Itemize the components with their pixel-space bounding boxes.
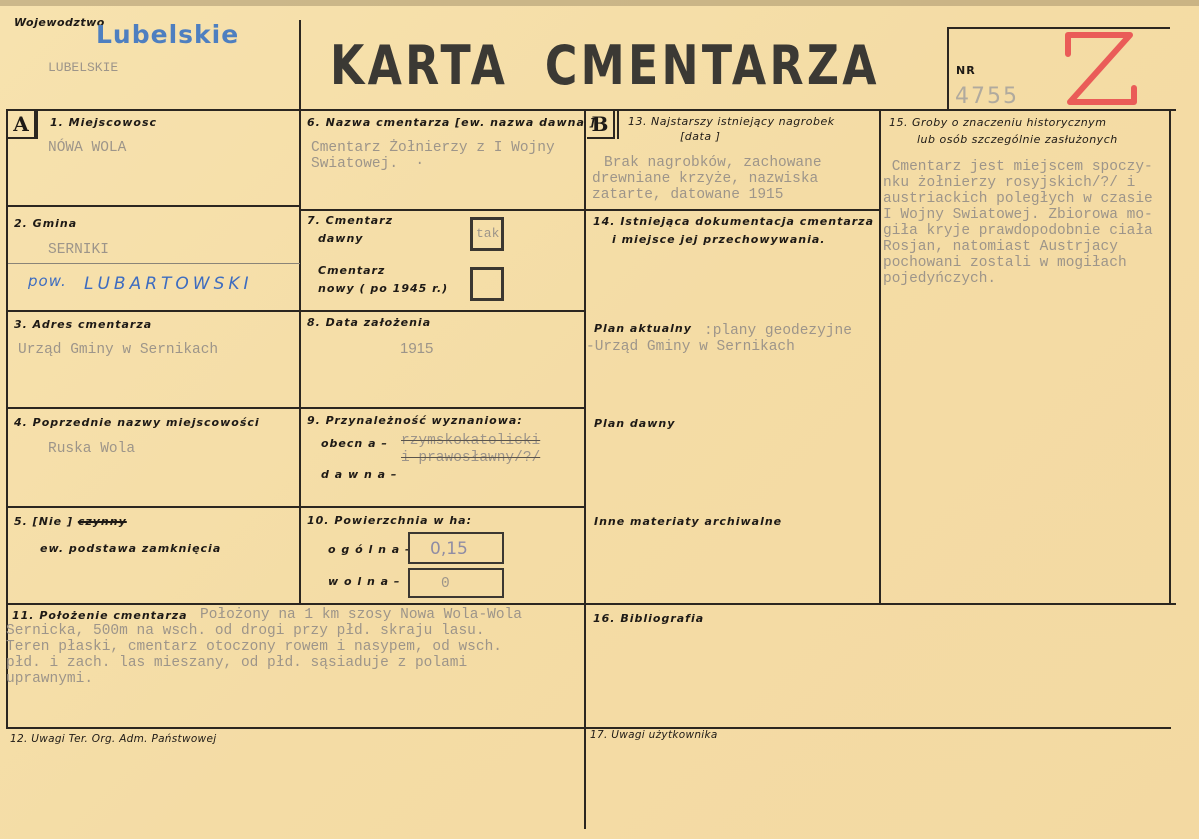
field-7-old-label-1: 7. Cmentarz (307, 214, 393, 227)
field-9-label: 9. Przynależność wyznaniowa: (307, 414, 523, 427)
row-divider-3 (6, 407, 586, 409)
field-11-value-line4[interactable]: płd. i zach. las mieszany, od płd. sąsiaduje z polami (6, 655, 468, 671)
field-15-label-line1: 15. Groby o znaczeniu historycznym (889, 116, 1107, 129)
ogolna-value: 0,15 (430, 539, 468, 559)
wolna-value: 0 (441, 576, 450, 592)
field-15-value-line8[interactable]: pojedyńczych. (883, 271, 997, 287)
field-1-label: 1. Miejscowosc (50, 116, 158, 129)
section-a-side (36, 109, 38, 139)
row-divider-13 (585, 209, 880, 211)
field-15-value-line5[interactable]: giła kryje prawdopodobnie ciała (883, 223, 1153, 239)
row-divider-2 (6, 310, 586, 312)
nr-box-left (947, 27, 949, 111)
field-8-label: 8. Data założenia (307, 316, 432, 329)
field-15-value-line4[interactable]: I Wojny Swiatowej. Zbiorowa mo- (883, 207, 1153, 223)
inne-materialy-label: Inne materiaty archiwalne (594, 515, 783, 528)
col-divider-2 (584, 109, 586, 829)
cmentarz-dawny-value: tak (476, 226, 500, 241)
field-15-value-line3[interactable]: austriackich poległych w czasie (883, 191, 1153, 207)
field-11-value-line1[interactable]: Położony na 1 km szosy Nowa Wola-Wola (200, 607, 522, 623)
field-15-label-line2: lub osób szczególnie zasłużonych (917, 133, 1118, 146)
field-2-label: 2. Gmina (14, 217, 78, 230)
section-b-side (617, 109, 619, 139)
field-5-label (14, 515, 127, 528)
row-divider-1a (6, 205, 300, 207)
powiat-prefix: pow. (28, 272, 67, 290)
plan-aktualny-value-line1[interactable]: :plany geodezyjne (704, 323, 852, 339)
field-9-obecna-value-line1[interactable]: rzymskokatolicki (401, 433, 541, 449)
wolna-input[interactable] (408, 568, 504, 598)
nr-value: 4755 (955, 84, 1019, 109)
cmentarz-nowy-checkbox[interactable] (470, 267, 504, 301)
field-13-label-line2: [data ] (680, 130, 721, 143)
field-14-label-line1: 14. Istniejąca dokumentacja cmentarza (593, 215, 875, 228)
wojewodztwo-value: LUBELSKIE (48, 60, 119, 75)
field-6-value-line2[interactable]: Swiatowej. · (311, 156, 425, 172)
nr-label: NR (956, 64, 976, 77)
field-16-label: 16. Bibliografia (593, 612, 705, 625)
field-2-value[interactable]: SERNIKI (48, 242, 109, 258)
field-13-label-line1: 13. Najstarszy istniejący nagrobek (628, 115, 835, 128)
field-15-value-line7[interactable]: pochowani zostali w mogiłach (883, 255, 1127, 271)
field-11-value-line2[interactable]: Sernicka, 500m na wsch. od drogi przy płd. skraju lasu. (6, 623, 485, 639)
plan-dawny-label: Plan dawny (594, 417, 676, 430)
col-divider-1 (299, 109, 301, 604)
row-divider-6 (6, 727, 1171, 729)
field-9-obecna-value-line2[interactable]: i prawosławny/?/ (401, 450, 541, 466)
right-border (1169, 109, 1171, 604)
field-7-new-label-2: nowy ( po 1945 r.) (318, 282, 449, 295)
row-divider-4 (6, 506, 586, 508)
field-5-prefix: 5. [Nie ] (14, 515, 73, 528)
field-3-value[interactable]: Urząd Gminy w Sernikach (18, 342, 219, 358)
top-edge-shadow (0, 0, 1199, 6)
field-5-sublabel: ew. podstawa zamknięcia (40, 542, 222, 555)
section-b-badge: B (587, 111, 615, 139)
cmentarz-dawny-checkbox[interactable] (470, 217, 504, 251)
field-10-ogolna-label: o g ó l n a – (328, 543, 412, 556)
field-11-label: 11. Położenie cmentarza (12, 609, 188, 622)
field-15-value-line1[interactable]: Cmentarz jest miejscem spoczy- (883, 159, 1153, 175)
field-11-value-line3[interactable]: Teren płaski, cmentarz otoczony rowem i nasypem, od wsch. (6, 639, 502, 655)
field-6-value-line1[interactable]: Cmentarz Żołnierzy z I Wojny (311, 140, 555, 156)
field-10-wolna-label: w o l n a – (328, 575, 401, 588)
red-z-mark-icon (1058, 30, 1142, 110)
wojewodztwo-label: Wojewodztwo (14, 16, 105, 29)
powiat-value[interactable]: LUBARTOWSKI (84, 274, 253, 294)
field-9-dawna-label: d a w n a – (321, 468, 398, 481)
section-a-badge: A (8, 111, 36, 139)
plan-aktualny-label: Plan aktualny (594, 322, 692, 335)
field-6-label: 6. Nazwa cmentarza [ew. nazwa dawna ] (307, 116, 596, 129)
field-13-value-line1[interactable]: Brak nagrobków, zachowane (604, 155, 822, 171)
field-15-value-line2[interactable]: nku żołnierzy rosyjskich/?/ i (883, 175, 1136, 191)
row-divider-5 (6, 603, 1176, 605)
field-12-label: 12. Uwagi Ter. Org. Adm. Państwowej (10, 733, 217, 745)
field-7-old-label-2: dawny (318, 232, 364, 245)
gmina-underline (8, 263, 300, 264)
field-9-obecna-label: obecn a – (321, 437, 388, 450)
field-14-label-line2: i miejsce jej przechowywania. (612, 233, 826, 246)
field-17-label: 17. Uwagi użytkownika (590, 729, 718, 741)
col-divider-3 (879, 109, 881, 604)
field-4-value[interactable]: Ruska Wola (48, 441, 136, 457)
field-4-label: 4. Poprzednie nazwy miejscowości (14, 416, 260, 429)
field-5-struck: czynny (77, 515, 127, 528)
row-divider-1b (300, 209, 585, 211)
field-1-value[interactable]: NÓWA WOLA (48, 140, 127, 156)
field-7-new-label-1: Cmentarz (318, 264, 386, 277)
wojewodztwo-stamp: Lubelskie (96, 20, 240, 49)
field-8-value[interactable]: 1915 (400, 340, 434, 357)
field-3-label: 3. Adres cmentarza (14, 318, 153, 331)
plan-aktualny-value-line2[interactable]: -Urząd Gminy w Sernikach (586, 339, 795, 355)
field-13-value-line3[interactable]: zatarte, datowane 1915 (592, 187, 784, 203)
field-15-value-line6[interactable]: Rosjan, natomiast Austrjacy (883, 239, 1118, 255)
nr-box-top (948, 27, 1170, 29)
header-divider (299, 20, 301, 110)
field-10-label: 10. Powierzchnia w ha: (307, 514, 473, 527)
field-11-value-line5[interactable]: uprawnymi. (6, 671, 94, 687)
ogolna-input[interactable] (408, 532, 504, 564)
page-title: KARTA CMENTARZA (330, 34, 880, 97)
field-13-value-line2[interactable]: drewniane krzyże, nazwiska (592, 171, 819, 187)
